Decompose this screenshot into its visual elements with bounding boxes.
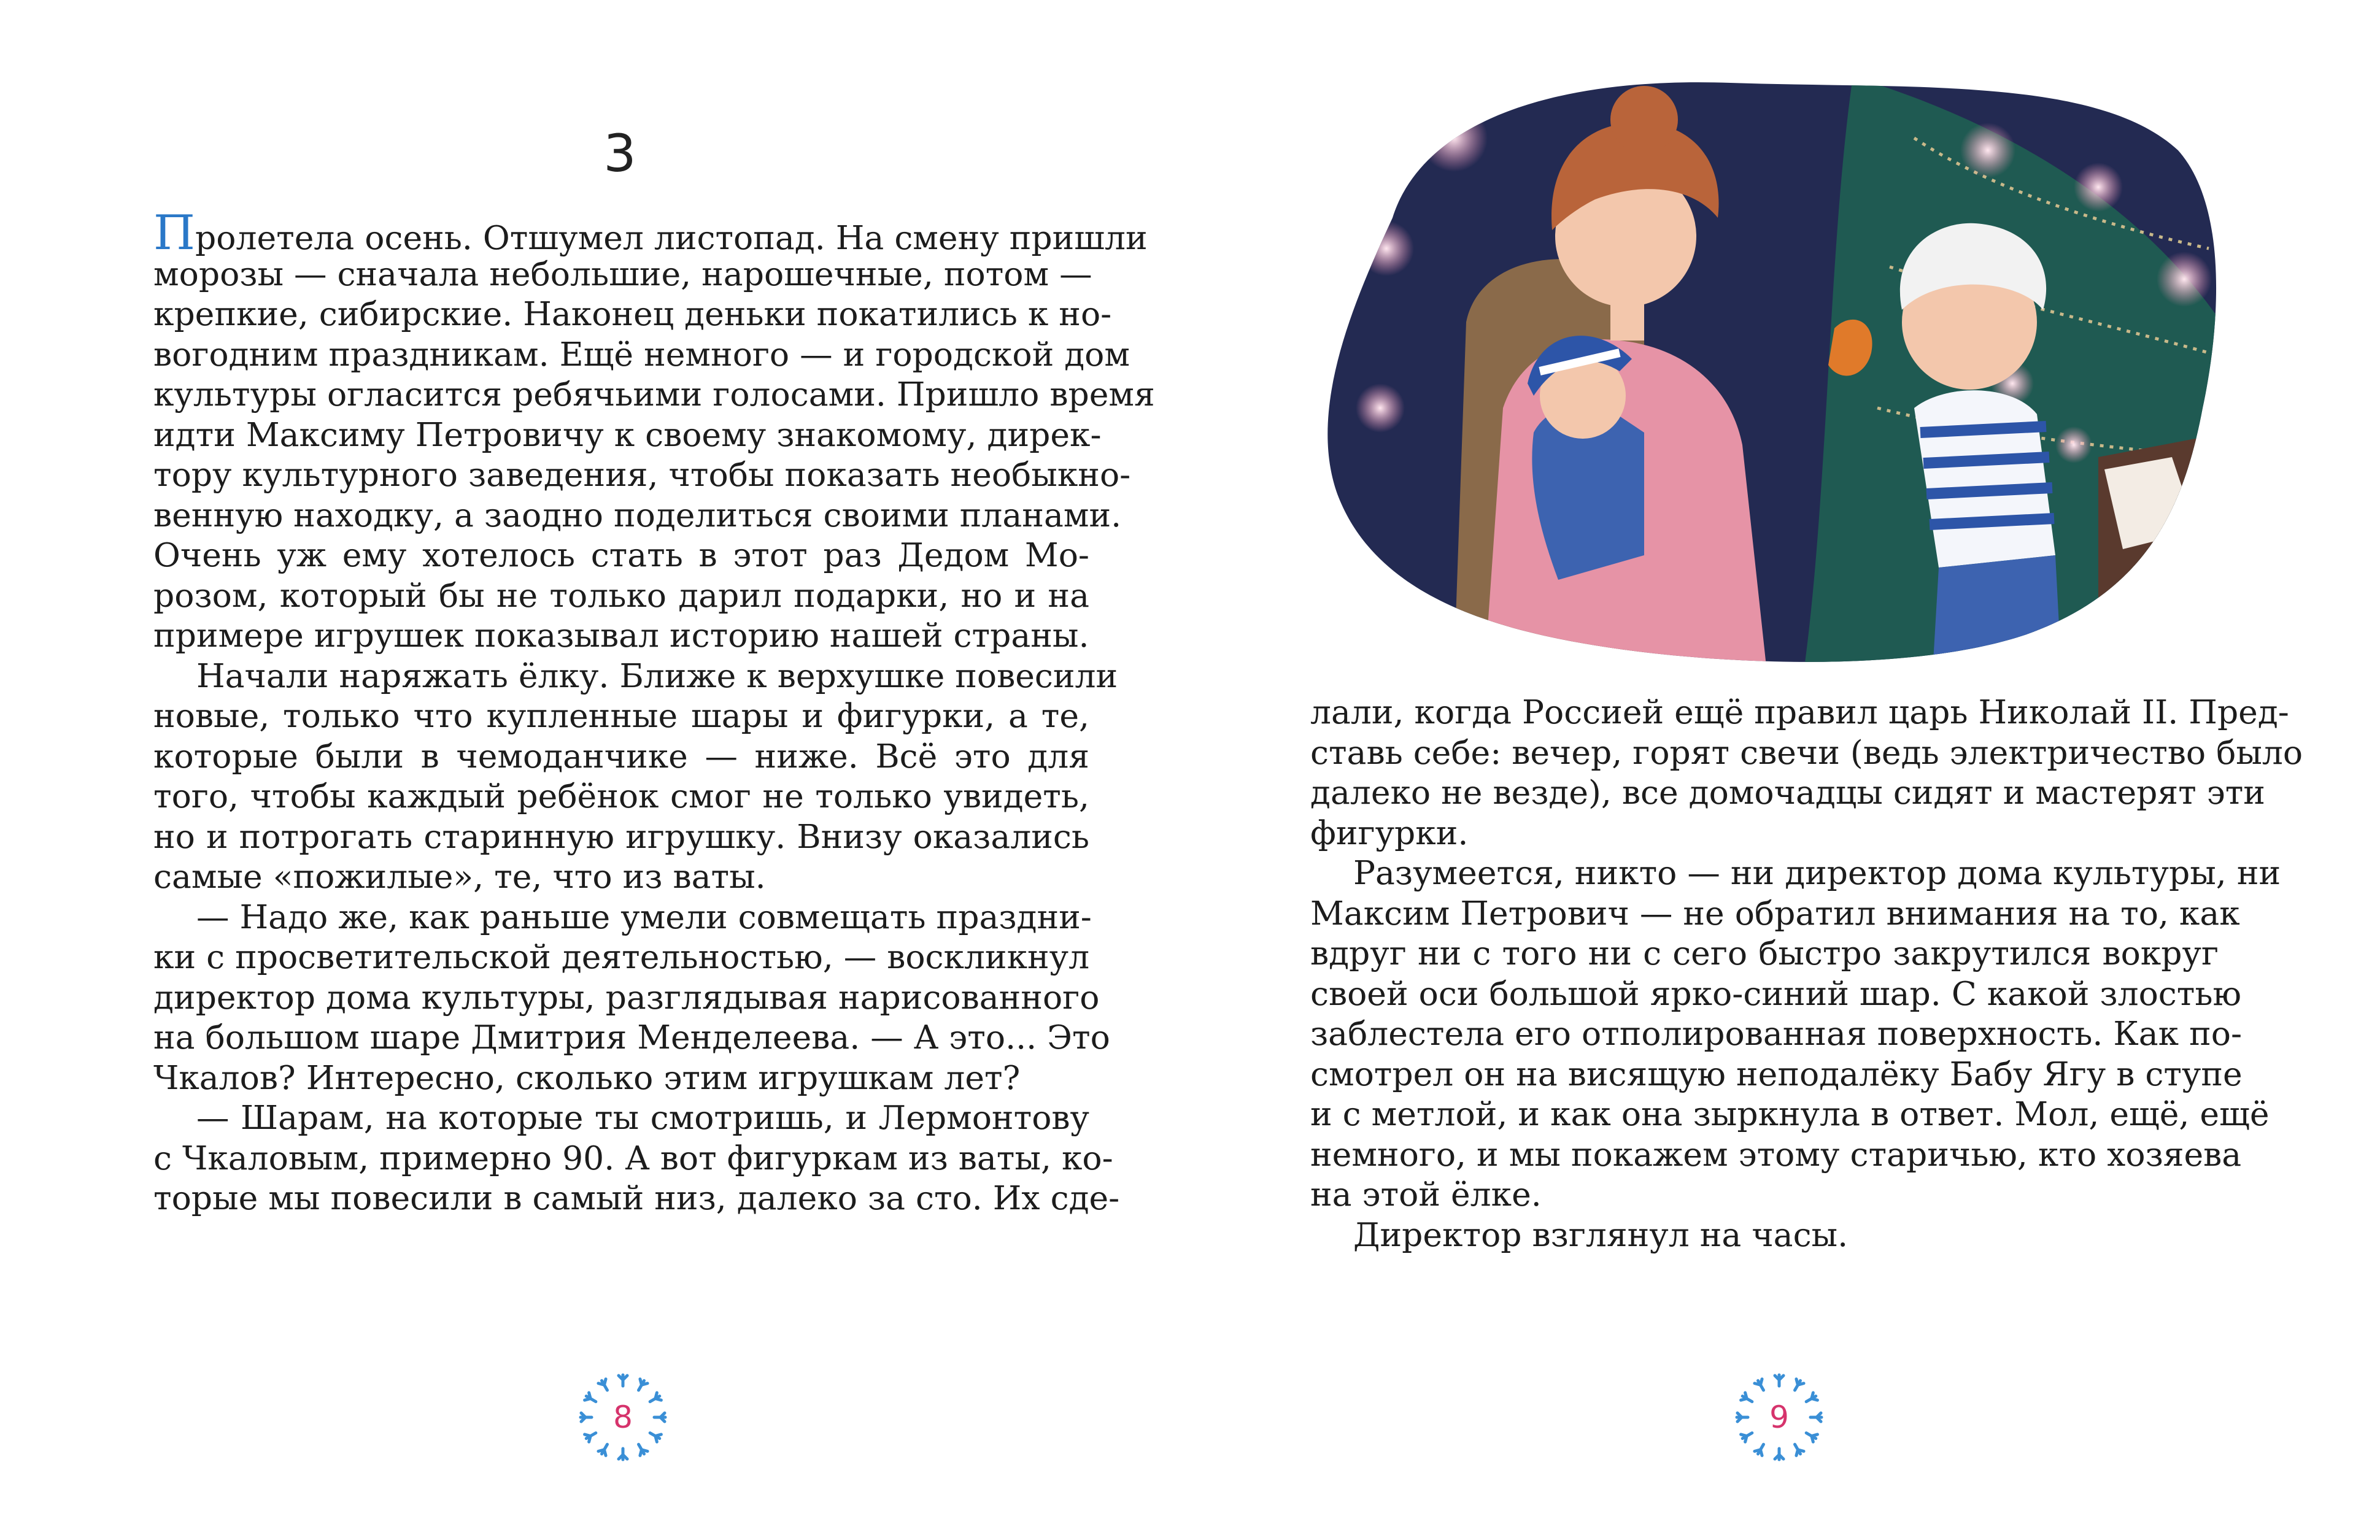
text-line: самые «пожилые», те, что из ваты. bbox=[153, 857, 766, 896]
text-line: но и потрогать старинную игрушку. Внизу оказались bbox=[153, 817, 1089, 856]
text-line: крепкие, сибирские. Наконец деньки покатились к но- bbox=[153, 295, 1112, 333]
text-line: заблестела его отполированная поверхность. Как по- bbox=[1310, 1014, 2243, 1053]
text-line: новые, только что купленные шары и фигурки, а те, bbox=[153, 696, 1089, 735]
text-line: — Надо же, как раньше умели совмещать праздни- bbox=[196, 897, 1092, 936]
text-line: розом, который бы не только дарил подарки, но и на bbox=[153, 576, 1089, 615]
paragraph bbox=[1310, 1215, 2219, 1255]
text-line: примере игрушек показывал историю нашей страны. bbox=[153, 616, 1089, 655]
paragraph bbox=[1310, 853, 2281, 1215]
text-line: фигурки. bbox=[1310, 813, 1469, 852]
text-line: тору культурного заведения, чтобы показать необыкно- bbox=[153, 455, 1131, 494]
text-line: и с метлой, и как она зыркнула в ответ. Мол, ещё, ещё bbox=[1310, 1095, 2270, 1133]
text-line: ки с просветительской деятельностью, — воскликнул bbox=[153, 937, 1090, 976]
text-line: на большом шаре Дмитрия Менделеева. — А это... Это bbox=[153, 1018, 1110, 1057]
right-page bbox=[1190, 0, 2380, 1540]
page-number-ornament bbox=[1733, 1371, 1825, 1463]
text-line: культуры огласится ребячьими голосами. Пришло время bbox=[153, 375, 1155, 414]
text-line: лали, когда Россией ещё правил царь Николай II. Пред- bbox=[1310, 693, 2289, 731]
dropcap: П bbox=[153, 206, 196, 261]
text-line: Разумеется, никто — ни директор дома культуры, ни bbox=[1353, 853, 2281, 892]
text-line: — Шарам, на которые ты смотришь, и Лермонтову bbox=[196, 1098, 1089, 1137]
page-number: 9 bbox=[1769, 1399, 1789, 1435]
text-line: Очень уж ему хотелось стать в этот раз Дедом Мо- bbox=[153, 536, 1089, 574]
text-line: морозы — сначала небольшие, нарошечные, потом — bbox=[153, 254, 1092, 293]
chapter-number: 3 bbox=[603, 123, 636, 183]
text-line: ролетела осень. Отшумел листопад. На смену пришли bbox=[195, 218, 1148, 257]
left-page-text bbox=[153, 206, 1155, 1219]
text-line: ставь себе: вечер, горят свечи (ведь электричество было bbox=[1310, 733, 2303, 772]
text-line: с Чкаловым, примерно 90. А вот фигуркам из ваты, ко- bbox=[153, 1138, 1113, 1177]
text-line: своей оси большой ярко-синий шар. С какой злостью bbox=[1310, 974, 2242, 1013]
text-line: того, чтобы каждый ребёнок смог не только увидеть, bbox=[153, 777, 1089, 815]
right-page-text bbox=[1310, 692, 2303, 1255]
paragraph bbox=[1310, 692, 2303, 853]
illustration bbox=[1300, 64, 2227, 672]
text-line: смотрел он на висящую неподалёку Бабу Ягу в ступе bbox=[1310, 1054, 2243, 1093]
text-line: Чкалов? Интересно, сколько этим игрушкам лет? bbox=[153, 1058, 1021, 1097]
paragraph bbox=[153, 206, 1155, 656]
paragraph bbox=[153, 656, 1118, 897]
text-line: идти Максиму Петровичу к своему знакомому, дирек- bbox=[153, 415, 1102, 454]
text-line: которые были в чемоданчике — ниже. Всё это для bbox=[153, 736, 1089, 776]
text-line: на этой ёлке. bbox=[1310, 1175, 1542, 1214]
text-line: вогодним праздникам. Ещё немного — и городской дом bbox=[153, 334, 1130, 374]
text-line: Начали наряжать ёлку. Ближе к верхушке повесили bbox=[196, 656, 1118, 695]
text-line: Директор взглянул на часы. bbox=[1353, 1215, 1849, 1254]
page-number-ornament bbox=[577, 1371, 669, 1463]
text-line: вдруг ни с того ни с сего быстро закрутился вокруг bbox=[1310, 934, 2219, 972]
text-line: Максим Петрович — не обратил внимания на то, как bbox=[1310, 893, 2240, 933]
text-line: немного, и мы покажем этому старичью, кто хозяева bbox=[1310, 1134, 2242, 1174]
illustration-image bbox=[1300, 64, 2227, 672]
text-line: далеко не везде), все домочадцы сидят и мастерят эти bbox=[1310, 773, 2265, 812]
text-line: венную находку, а заодно поделиться своими планами. bbox=[153, 495, 1122, 534]
paragraph bbox=[153, 897, 1110, 1098]
text-line: директор дома культуры, разглядывая нарисованного bbox=[153, 977, 1100, 1017]
paragraph bbox=[153, 1098, 1120, 1219]
page-number: 8 bbox=[613, 1399, 633, 1435]
text-line: торые мы повесили в самый низ, далеко за сто. Их сде- bbox=[153, 1179, 1120, 1217]
